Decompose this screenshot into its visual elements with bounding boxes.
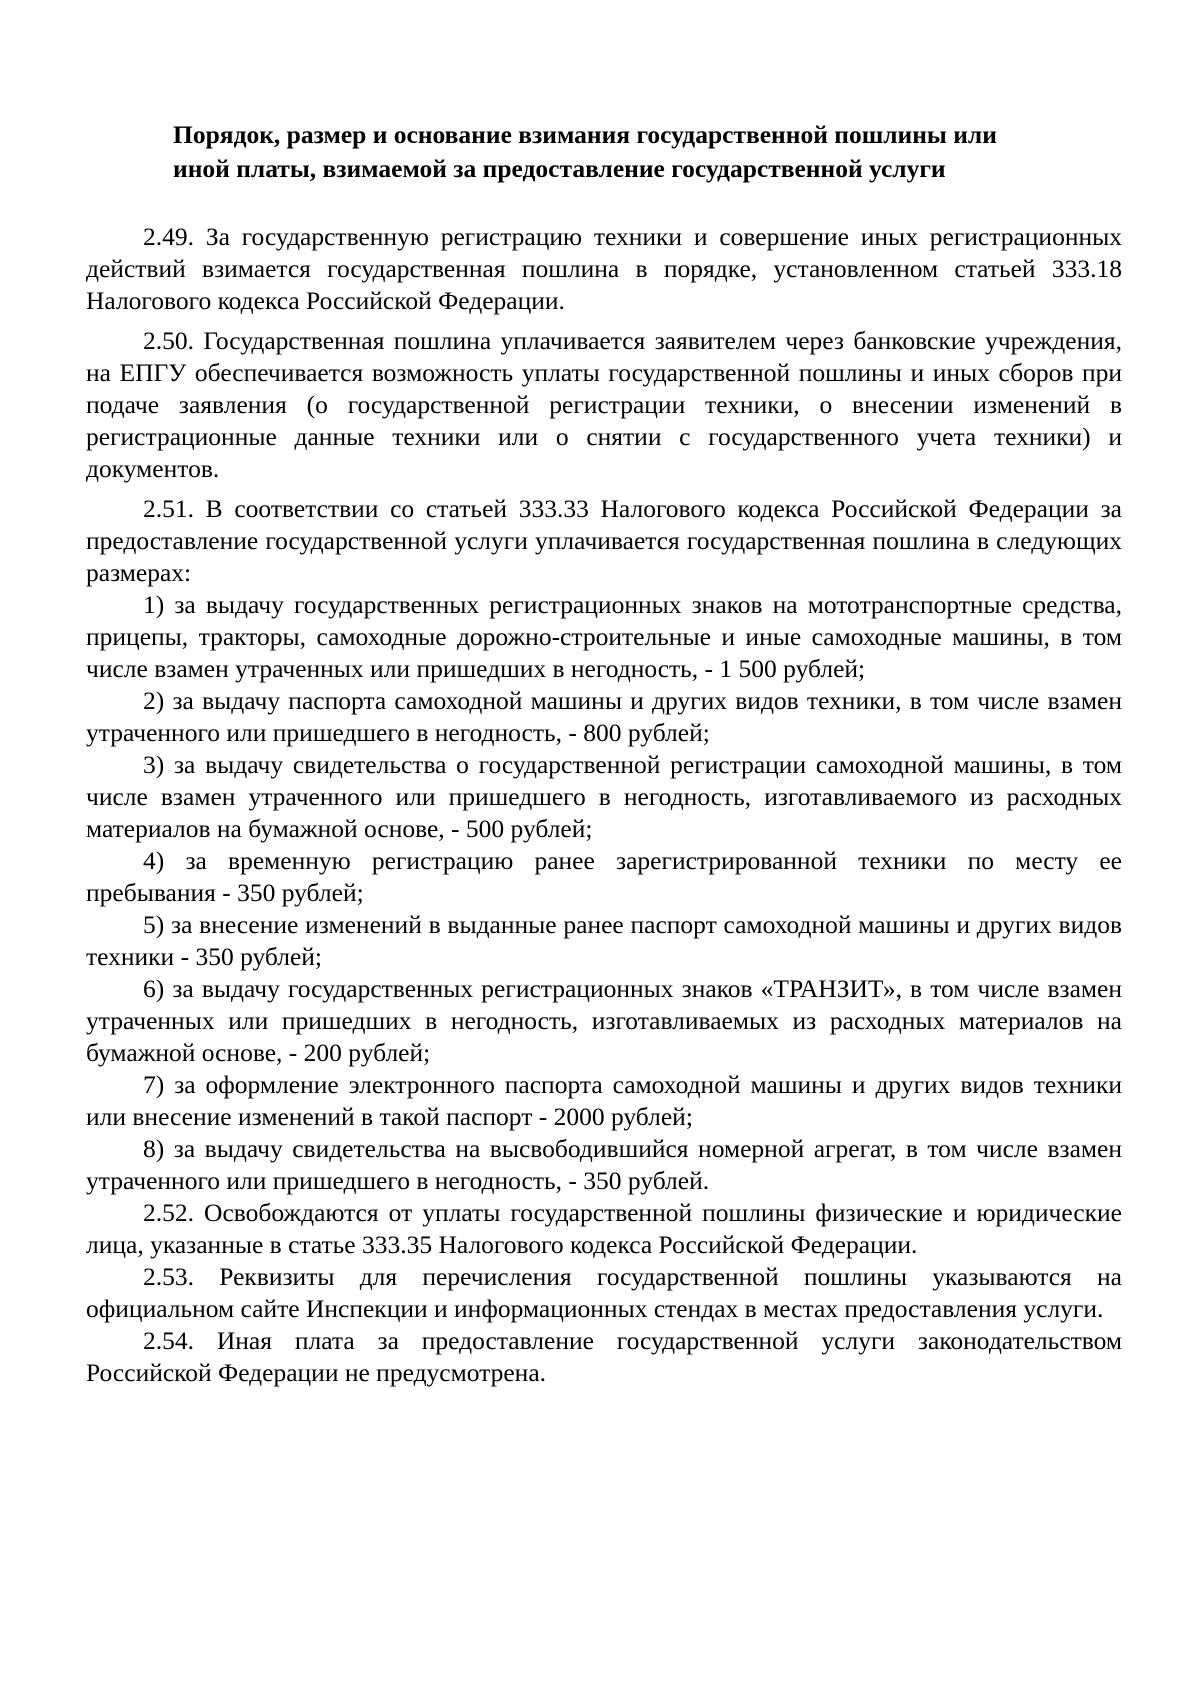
list-item-5: 5) за внесение изменений в выданные ранее паспорт самоходной машины и других видов техники - 350 рублей; (86, 910, 1122, 971)
paragraph-2-54: 2.54. Иная плата за предоставление государственной услуги законодательством Российской Федерации не предусмотрена. (86, 1326, 1122, 1387)
paragraph-2-51: 2.51. В соответствии со статьей 333.33 Налогового кодекса Российской Федерации за предоставление государственной услуги уплачивается государственная пошлина в следующих размерах: (86, 494, 1122, 587)
list-item-2: 2) за выдачу паспорта самоходной машины и других видов техники, в том числе взамен утраченного или пришедшего в негодность, - 800 рублей; (86, 686, 1122, 747)
list-item-3: 3) за выдачу свидетельства о государственной регистрации самоходной машины, в том числе взамен утраченного или пришедшего в негодность, изготавливаемого из расходных материалов на бумажной основе, - 500 рублей; (86, 750, 1122, 843)
document-page (86, 118, 1122, 1389)
list-item-4: 4) за временную регистрацию ранее зарегистрированной техники по месту ее пребывания - 350 рублей; (86, 846, 1122, 907)
paragraph-2-53: 2.53. Реквизиты для перечисления государственной пошлины указываются на официальном сайте Инспекции и информационных стендах в местах предоставления услуги. (86, 1262, 1122, 1323)
paragraph-2-52: 2.52. Освобождаются от уплаты государственной пошлины физические и юридические лица, указанные в статье 333.35 Налогового кодекса Российской Федерации. (86, 1198, 1122, 1259)
section-title-line-1: Порядок, размер и основание взимания государственной пошлины или (173, 120, 997, 149)
list-item-8: 8) за выдачу свидетельства на высвободившийся номерной агрегат, в том числе взамен утраченного или пришедшего в негодность, - 350 рублей. (86, 1134, 1122, 1195)
list-item-1: 1) за выдачу государственных регистрационных знаков на мототранспортные средства, прицепы, тракторы, самоходные дорожно-строительные и иные самоходные машины, в том числе взамен утраченных или пришедших в негодность, - 1 500 рублей; (86, 590, 1122, 683)
paragraph-2-50: 2.50. Государственная пошлина уплачивается заявителем через банковские учреждения, на ЕПГУ обеспечивается возможность уплаты государственной пошлины и иных сборов при подаче заявления (о государственной регистрации техники, о внесении изменений в регистрационные данные техники или о снятии с государственного учета техники) и документов. (86, 326, 1122, 483)
list-item-7: 7) за оформление электронного паспорта самоходной машины и других видов техники или внесение изменений в такой паспорт - 2000 рублей; (86, 1070, 1122, 1131)
section-title-line-2: иной платы, взимаемой за предоставление государственной услуги (173, 154, 946, 183)
paragraph-2-49: 2.49. За государственную регистрацию техники и совершение иных регистрационных действий взимается государственная пошлина в порядке, установленном статьей 333.18 Налогового кодекса Российской Федерации. (86, 222, 1122, 315)
section-title (173, 118, 1122, 186)
list-item-6: 6) за выдачу государственных регистрационных знаков «ТРАНЗИТ», в том числе взамен утраченных или пришедших в негодность, изготавливаемых из расходных материалов на бумажной основе, - 200 рублей; (86, 974, 1122, 1067)
